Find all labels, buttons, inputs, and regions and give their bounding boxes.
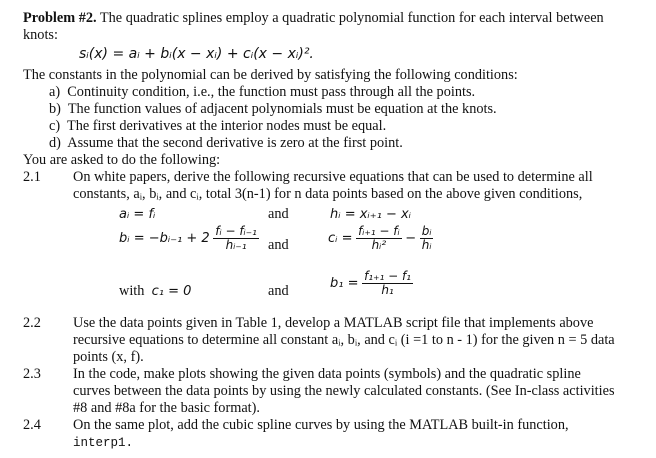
main-equation: sᵢ(x) = aᵢ + bᵢ(x − xᵢ) + cᵢ(x − xᵢ)². bbox=[79, 46, 314, 62]
task-2-2-line2: recursive equations to determine all constant aᵢ, bᵢ, and cᵢ (i =1 to n - 1) for the given n = 5 data bbox=[73, 332, 615, 348]
with-label: with bbox=[119, 283, 145, 299]
task-2-3-line1: In the code, make plots showing the given data points (symbols) and the quadratic spline bbox=[73, 366, 581, 382]
task-2-2-number: 2.2 bbox=[23, 315, 41, 331]
equation-c-fraction-1 bbox=[356, 225, 402, 252]
problem-label: Problem #2. bbox=[23, 10, 97, 26]
equation-h: hᵢ = xᵢ₊₁ − xᵢ bbox=[330, 207, 411, 222]
condition-label: a) bbox=[49, 84, 61, 100]
condition-text: The function values of adjacent polynomials must be equation at the knots. bbox=[67, 101, 497, 117]
task-2-1-number: 2.1 bbox=[23, 169, 41, 185]
task-2-3-number: 2.3 bbox=[23, 366, 41, 382]
equation-b1 bbox=[330, 270, 413, 297]
with-condition bbox=[119, 283, 191, 300]
problem-header-line1 bbox=[23, 10, 604, 27]
condition-text: Assume that the second derivative is zero at the first point. bbox=[67, 135, 403, 151]
problem-intro: The quadratic splines employ a quadratic polynomial function for each interval between bbox=[99, 10, 604, 26]
fraction-numerator: fᵢ₊₁ − fᵢ bbox=[358, 224, 400, 238]
condition-label: b) bbox=[49, 101, 61, 117]
equation-c bbox=[328, 225, 433, 252]
equation-b bbox=[119, 225, 259, 252]
task-2-4-code: interp1. bbox=[73, 436, 134, 450]
equation-a: aᵢ = fᵢ bbox=[119, 207, 156, 222]
fraction-numerator: fᵢ − fᵢ₋₁ bbox=[215, 224, 257, 238]
task-2-1-line1: On white papers, derive the following recursive equations that can be used to determine all bbox=[73, 169, 593, 185]
problem-intro-line2: knots: bbox=[23, 27, 58, 43]
fraction-denominator: hᵢ² bbox=[371, 238, 387, 252]
fraction-numerator: f₁₊₁ − f₁ bbox=[364, 269, 411, 283]
condition-b bbox=[49, 101, 497, 118]
task-2-2-line3: points (x, f). bbox=[73, 349, 144, 365]
fraction-denominator: hᵢ bbox=[421, 238, 432, 252]
condition-a bbox=[49, 84, 475, 101]
condition-d bbox=[49, 135, 403, 152]
condition-text: Continuity condition, i.e., the function must pass through all the points. bbox=[67, 84, 476, 100]
conditions-intro: The constants in the polynomial can be derived by satisfying the following conditions: bbox=[23, 67, 518, 83]
and-label: and bbox=[268, 283, 289, 299]
task-2-1-line2: constants, aᵢ, bᵢ, and cᵢ, total 3(n-1) for n data points based on the above given conditions, bbox=[73, 186, 583, 202]
tasks-intro: You are asked to do the following: bbox=[23, 152, 221, 168]
equation-b1-lhs: b₁ = bbox=[330, 275, 359, 291]
task-2-3-line2: curves between the data points by using the newly calculated constants. (See In-class activities bbox=[73, 383, 615, 399]
task-2-2-line1: Use the data points given in Table 1, develop a MATLAB script file that implements above bbox=[73, 315, 594, 331]
equation-b1-fraction bbox=[362, 270, 413, 297]
and-label: and bbox=[268, 206, 289, 222]
equation-c-lhs: cᵢ = bbox=[328, 230, 353, 246]
condition-label: c) bbox=[49, 118, 61, 134]
task-2-4-number: 2.4 bbox=[23, 417, 41, 433]
task-2-3-line3: #8 and #8a for the basic format). bbox=[73, 400, 260, 416]
task-2-4-line1: On the same plot, add the cubic spline curves by using the MATLAB built-in function, bbox=[73, 417, 569, 433]
equation-c1: c₁ = 0 bbox=[151, 284, 192, 299]
equation-b-lhs: bᵢ = −bᵢ₋₁ + 2 bbox=[119, 230, 210, 246]
fraction-denominator: h₁ bbox=[381, 283, 394, 297]
condition-label: d) bbox=[49, 135, 61, 151]
fraction-denominator: hᵢ₋₁ bbox=[225, 238, 247, 252]
equation-b-fraction bbox=[213, 225, 259, 252]
condition-c bbox=[49, 118, 386, 135]
equation-c-fraction-2 bbox=[420, 225, 434, 252]
fraction-numerator: bᵢ bbox=[421, 224, 432, 238]
and-label: and bbox=[268, 237, 289, 253]
condition-text: The first derivatives at the interior nodes must be equal. bbox=[67, 118, 387, 134]
minus-sign: − bbox=[405, 230, 417, 246]
